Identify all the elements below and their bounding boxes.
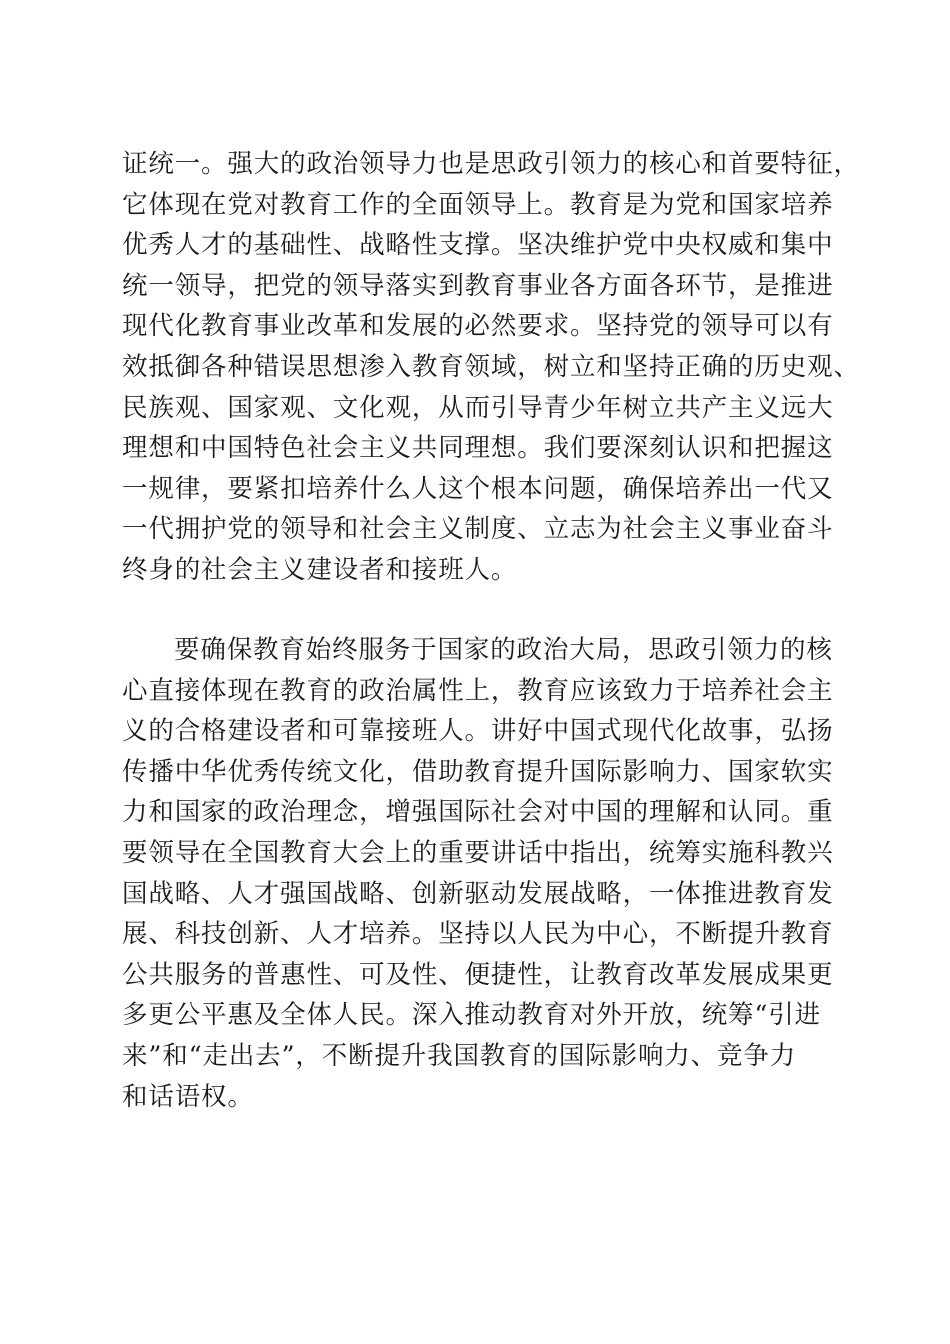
paragraph-line: 要领导在全国教育大会上的重要讲话中指出，统筹实施科教兴 xyxy=(122,837,834,868)
paragraph-line: 统一领导，把党的领导落实到教育事业各方面各环节，是推进 xyxy=(122,270,834,301)
paragraph-line: 多更公平惠及全体人民。深入推动教育对外开放，统筹“引进 xyxy=(122,1000,821,1031)
paragraph-line: 公共服务的普惠性、可及性、便捷性，让教育改革发展成果更 xyxy=(122,959,834,990)
paragraph-line: 证统一。强大的政治领导力也是思政引领力的核心和首要特征， xyxy=(122,149,860,179)
paragraph-line: 义的合格建设者和可靠接班人。讲好中国式现代化故事，弘扬 xyxy=(122,716,834,747)
paragraph-line: 优秀人才的基础性、战略性支撑。坚决维护党中央权威和集中 xyxy=(122,230,834,261)
paragraph-line: 它体现在党对教育工作的全面领导上。教育是为党和国家培养 xyxy=(122,189,834,220)
paragraph-line: 国战略、人才强国战略、创新驱动发展战略，一体推进教育发 xyxy=(122,878,834,909)
paragraph-2 xyxy=(122,630,834,1117)
paragraph-line: 和话语权。 xyxy=(122,1081,254,1112)
paragraph-line: 传播中华优秀传统文化，借助教育提升国际影响力、国家软实 xyxy=(122,756,834,787)
paragraph-line: 效抵御各种错误思想渗入教育领域，树立和坚持正确的历史观、 xyxy=(122,351,860,382)
paragraph-line: 力和国家的政治理念，增强国际社会对中国的理解和认同。重 xyxy=(122,797,834,828)
paragraph-line: 一代拥护党的领导和社会主义制度、立志为社会主义事业奋斗 xyxy=(122,514,834,545)
paragraph-line: 一规律，要紧扣培养什么人这个根本问题，确保培养出一代又 xyxy=(122,473,834,504)
paragraph-1 xyxy=(122,144,860,591)
paragraph-line: 心直接体现在教育的政治属性上，教育应该致力于培养社会主 xyxy=(122,675,834,706)
paragraph-line: 理想和中国特色社会主义共同理想。我们要深刻认识和把握这 xyxy=(122,433,834,464)
paragraph-line: 现代化教育事业改革和发展的必然要求。坚持党的领导可以有 xyxy=(122,311,834,342)
paragraph-line: 来”和“走出去”，不断提升我国教育的国际影响力、竞争力 xyxy=(122,1040,797,1071)
paragraph-line: 展、科技创新、人才培养。坚持以人民为中心，不断提升教育 xyxy=(122,919,834,950)
paragraph-line: 民族观、国家观、文化观，从而引导青少年树立共产主义远大 xyxy=(122,392,834,423)
paragraph-line: 要确保教育始终服务于国家的政治大局，思政引领力的核 xyxy=(174,635,833,665)
paragraph-line: 终身的社会主义建设者和接班人。 xyxy=(122,554,518,585)
